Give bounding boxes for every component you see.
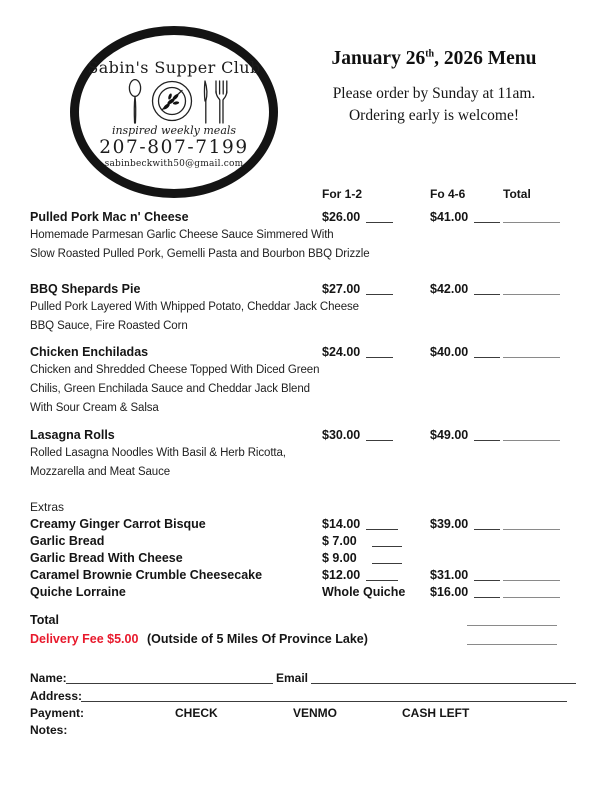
- total-blank: [503, 580, 560, 581]
- item-name: Chicken Enchiladas: [30, 345, 149, 359]
- item-name: Pulled Pork Mac n' Cheese: [30, 210, 189, 224]
- item-desc: With Sour Cream & Salsa: [30, 402, 159, 414]
- fill-in-blank: [474, 529, 500, 530]
- logo: [70, 26, 278, 198]
- total-blank: [503, 357, 560, 358]
- fill-in-blank: [372, 546, 402, 547]
- item-name: Lasagna Rolls: [30, 428, 115, 442]
- extra-item-name: Creamy Ginger Carrot Bisque: [30, 517, 206, 531]
- address-blank: [81, 701, 567, 702]
- total-blank: [503, 294, 560, 295]
- logo-club-name: Sabin's Supper Club: [87, 57, 261, 77]
- item-desc: Rolled Lasagna Noodles With Basil & Herb Ricotta,: [30, 447, 286, 459]
- total-blank: [503, 529, 560, 530]
- logo-phone: 207-807-7199: [99, 136, 249, 158]
- item-desc: Homemade Parmesan Garlic Cheese Sauce Simmered With: [30, 229, 334, 241]
- item-desc: Chicken and Shredded Cheese Topped With Diced Green: [30, 364, 320, 376]
- fill-in-blank: [366, 440, 393, 441]
- extra-price-large: $39.00: [430, 517, 469, 531]
- item-price-small: $30.00: [322, 428, 361, 442]
- payment-option-check: CHECK: [175, 706, 218, 720]
- email-blank: [311, 683, 576, 684]
- address-label: Address:: [30, 689, 83, 703]
- extra-price-large: $31.00: [430, 568, 469, 582]
- item-desc: Mozzarella and Meat Sauce: [30, 466, 171, 478]
- delivery-fee-note: (Outside of 5 Miles Of Province Lake): [147, 632, 368, 646]
- email-label: Email: [276, 671, 309, 685]
- item-name: BBQ Shepards Pie: [30, 282, 141, 296]
- item-desc: BBQ Sauce, Fire Roasted Corn: [30, 320, 188, 332]
- fill-in-blank: [474, 597, 500, 598]
- extra-item-name: Caramel Brownie Crumble Cheesecake: [30, 568, 263, 582]
- fill-in-blank: [366, 529, 398, 530]
- fill-in-blank: [474, 294, 500, 295]
- total-blank: [503, 440, 560, 441]
- total-blank: [503, 222, 560, 223]
- name-label: Name:: [30, 671, 67, 685]
- extra-item-name: Garlic Bread With Cheese: [30, 551, 183, 565]
- total-blank: [503, 597, 560, 598]
- item-price-small: $27.00: [322, 282, 361, 296]
- extra-price-small: $ 7.00: [322, 534, 357, 548]
- name-blank: [66, 683, 273, 684]
- extra-price-small: $14.00: [322, 517, 361, 531]
- column-header-fo-4-6: Fo 4-6: [430, 187, 466, 201]
- extra-price-large: $16.00: [430, 585, 469, 599]
- extra-item-name: Quiche Lorraine: [30, 585, 126, 599]
- column-header-for-1-2: For 1-2: [322, 187, 363, 201]
- notes-label: Notes:: [30, 723, 68, 737]
- fill-in-blank: [366, 294, 393, 295]
- item-price-large: $41.00: [430, 210, 469, 224]
- item-price-large: $49.00: [430, 428, 469, 442]
- extra-price-small: Whole Quiche: [322, 585, 406, 599]
- extra-price-small: $ 9.00: [322, 551, 357, 565]
- column-header-total: Total: [503, 187, 531, 201]
- total-label: Total: [30, 613, 59, 627]
- fill-in-blank: [474, 222, 500, 223]
- item-desc: Slow Roasted Pulled Pork, Gemelli Pasta and Bourbon BBQ Drizzle: [30, 248, 370, 260]
- fill-in-blank: [366, 222, 393, 223]
- payment-option-cash-left: CASH LEFT: [402, 706, 470, 720]
- total-blank: [467, 644, 557, 645]
- place-setting-icon: [113, 77, 235, 127]
- logo-email: sabinbeckwith50@gmail.com: [104, 158, 244, 169]
- fill-in-blank: [366, 357, 393, 358]
- fill-in-blank: [366, 580, 398, 581]
- item-desc: Chilis, Green Enchilada Sauce and Cheddar Jack Blend: [30, 383, 310, 395]
- item-price-large: $42.00: [430, 282, 469, 296]
- subtitle-line2: Ordering early is welcome!: [348, 107, 519, 124]
- extras-section-label: Extras: [30, 500, 65, 514]
- fill-in-blank: [474, 357, 500, 358]
- extra-price-small: $12.00: [322, 568, 361, 582]
- payment-label: Payment:: [30, 706, 85, 720]
- extra-item-name: Garlic Bread: [30, 534, 105, 548]
- delivery-fee-label: Delivery Fee $5.00: [30, 632, 139, 646]
- total-blank: [467, 625, 557, 626]
- subtitle-line1: Please order by Sunday at 11am.: [332, 85, 536, 102]
- logo-tagline: inspired weekly meals: [111, 123, 237, 137]
- fill-in-blank: [474, 440, 500, 441]
- fill-in-blank: [372, 563, 402, 564]
- fill-in-blank: [474, 580, 500, 581]
- payment-option-venmo: VENMO: [293, 706, 338, 720]
- item-desc: Pulled Pork Layered With Whipped Potato, Cheddar Jack Cheese: [30, 301, 359, 313]
- item-price-small: $26.00: [322, 210, 361, 224]
- item-price-small: $24.00: [322, 345, 361, 359]
- page-title: January 26th, 2026 Menu: [331, 48, 537, 69]
- item-price-large: $40.00: [430, 345, 469, 359]
